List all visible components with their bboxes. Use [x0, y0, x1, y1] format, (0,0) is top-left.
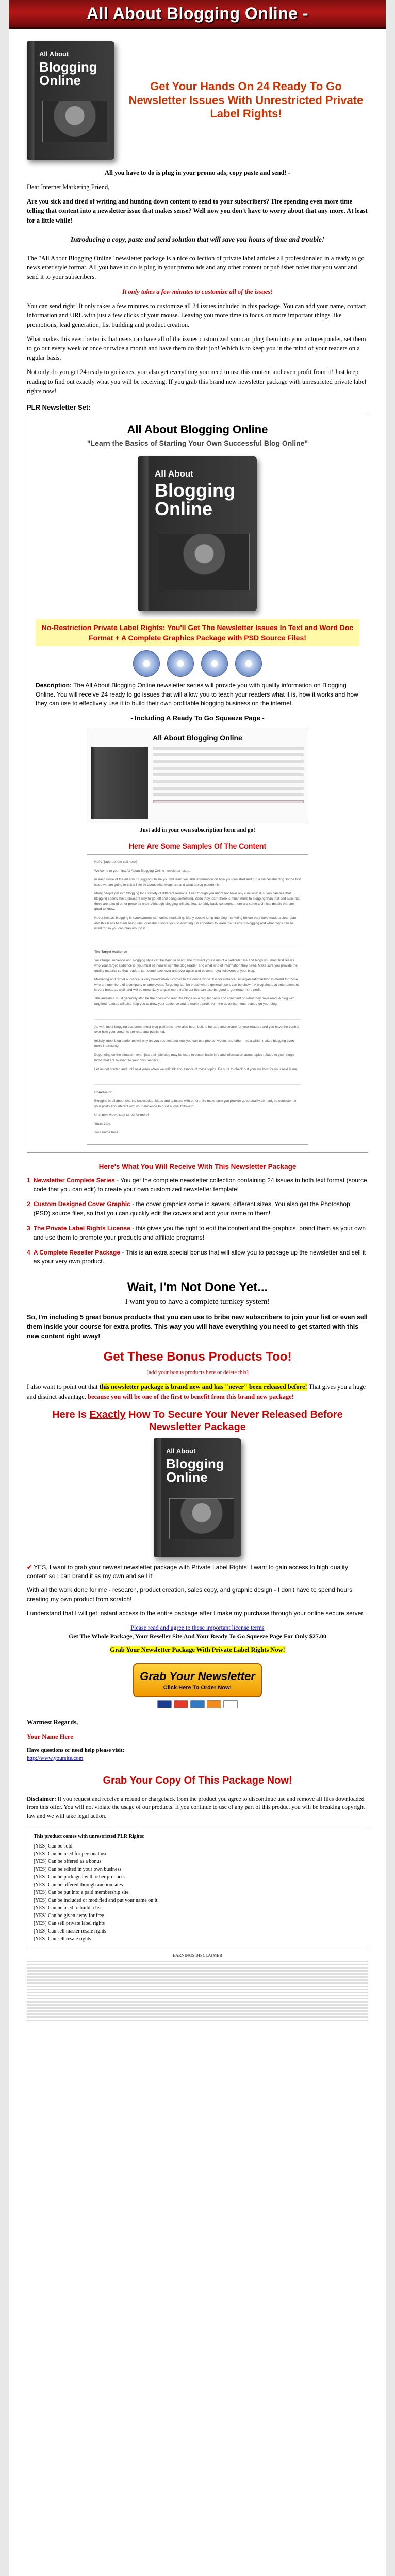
- help-label: Have questions or need help please visit:: [27, 1747, 125, 1753]
- description-text: The All About Blogging Online newsletter series will provide you with quality information on Blogging Online. You will receive 24 ready to go issues that will allow you to teach your readers what it is, how it works and how they can use to effectively use it to build their own profitable blogging business on the internet.: [36, 682, 358, 707]
- rights-item: [YES] Can sell master resale rights: [34, 1928, 106, 1934]
- cd-icon: [201, 650, 228, 677]
- wait-title: Wait, I'm Not Done Yet...: [127, 1280, 268, 1294]
- price-line: Get The Whole Package, Your Reseller Site And Your Ready To Go Squeeze Page For Only $27.00: [69, 1632, 326, 1640]
- sample-divider: [94, 935, 301, 944]
- sample-line: Your name here: [94, 1130, 119, 1134]
- feature-item: [27, 1248, 368, 1266]
- order-yes: [27, 1563, 368, 1581]
- feature-title: A Complete Reseller Package: [33, 1248, 120, 1256]
- final-head: Grab Your Copy Of This Package Now!: [103, 1774, 292, 1786]
- content: [9, 29, 386, 2033]
- panel-subtitle: "Learn the Basics of Starting Your Own Successful Blog Online": [87, 438, 308, 447]
- cd-icon: [167, 650, 194, 677]
- feature-num: 3: [27, 1225, 30, 1232]
- order-yes-text: YES, I want to grab your newest newsletter package with Private Label Rights! I want to gain access to high quality content so I can brand it as my own and sell it!: [27, 1563, 348, 1580]
- cover-large-title: Blogging Online: [155, 480, 235, 520]
- signoff: [27, 1718, 368, 1763]
- intro-p6: What makes this even better is that users can have all of the issues customized you can plug them into your autoresponder, set them to go out every week or once or twice a month and have them do their job! Which is to keep you in the mind of your readers on a regular basis.: [27, 335, 366, 362]
- order-button-sub: Click Here To Order Now!: [163, 1685, 232, 1691]
- sample-line: The audience must generally also be the ones who read the blogs on a regular basis and comment on what they have read. A blog with targeted readers will also help you to grow your audience and to make a profit from the advertisements placed on your blog.: [94, 997, 295, 1006]
- sample-line: Blogging is all about sharing knowledge, ideas and opinions with others. So make sure you provide good quality content, be consistent in your posts and interact with your audience to build a loyal following.: [94, 1099, 298, 1108]
- ebook-cover: [27, 41, 114, 160]
- paypal-icon: [223, 1700, 238, 1708]
- order-head: [27, 1409, 368, 1433]
- feature-text: - this gives you the right to edit the content and the graphics, brand them as your own and use them to promote your products and affiliate programs!: [33, 1225, 366, 1241]
- order-head-a: Here Is: [52, 1409, 90, 1420]
- feature-body: [34, 1176, 368, 1194]
- signer-name: Your Name Here: [27, 1733, 73, 1740]
- wait-p2: [27, 1382, 368, 1401]
- feature-body: [34, 1248, 368, 1266]
- cover-top-text: All About: [39, 50, 69, 58]
- rights-item: [YES] Can be offered through auction sites: [34, 1882, 123, 1888]
- squeeze-caption: Just add in your own subscription form and go!: [140, 826, 255, 833]
- description-label: Description:: [36, 682, 72, 689]
- rights-item: [YES] Can be offered as a bonus: [34, 1858, 102, 1865]
- squeeze-body: [91, 747, 304, 819]
- order-button-label: Grab Your Newsletter: [140, 1669, 255, 1683]
- wait-p2-b: That gives you a huge and distinct advantage,: [27, 1383, 366, 1400]
- legal-title: EARNINGS DISCLAIMER: [172, 1953, 223, 1958]
- page-title: All About Blogging Online -: [86, 4, 308, 23]
- feature-title: The Private Label Rights License: [33, 1225, 130, 1232]
- sample-document: [87, 854, 308, 1145]
- cover-order-title: Blogging Online: [166, 1456, 224, 1485]
- cover-large-top: All About: [155, 468, 193, 479]
- sample-line: In each issue of the All About Blogging Online you will learn valuable information on how you can start and run a successful blog. In the first issue we are going to talk a little bit about what blogs are and what a blog platform is.: [94, 878, 301, 887]
- hero-headline: Get Your Hands On 24 Ready To Go Newsletter Issues With Unrestricted Private Label Rights!: [128, 80, 364, 121]
- feature-num: 1: [27, 1176, 30, 1184]
- help-url[interactable]: http://www.yoursite.com: [27, 1755, 84, 1761]
- intro-p4: It only takes a few minutes to customize all of the issues!: [122, 287, 273, 295]
- grab-small: [27, 1645, 368, 1654]
- discover-icon: [207, 1700, 221, 1708]
- bonus-link[interactable]: [add your bonus products here or delete this]: [146, 1369, 249, 1376]
- bonus-head: Get These Bonus Products Too!: [103, 1349, 292, 1364]
- rights-item: [YES] Can be used to build a list: [34, 1905, 102, 1911]
- cd-row: [36, 650, 359, 677]
- wait-subtitle: I want you to have a complete turnkey system!: [125, 1297, 270, 1306]
- feature-text: - You get the complete newsletter collection containing 24 issues in both text format (source code that you can edit) to create your own customized newsletter template!: [33, 1176, 367, 1193]
- sample-line: Your target audience and blogging style can be hand in hand. The moment your aims of a particular are and blogs you must first realize who your target audience is, you must be honest with the blog reader, and what kind of information they need. Make sure you provide the quality material so that readers can come back over and over again and become loyal followers of your blog.: [94, 958, 298, 973]
- squeeze-cover: [91, 747, 148, 819]
- cover-order-top: All About: [166, 1447, 196, 1455]
- regards: Warmest Regards,: [27, 1718, 78, 1726]
- cd-icon: [133, 650, 160, 677]
- license-terms-link[interactable]: Please read and agree to these important license terms: [130, 1623, 265, 1631]
- disclaimer-label: Disclaimer:: [27, 1795, 56, 1802]
- order-head-u: Exactly: [89, 1409, 126, 1420]
- wait-p2-highlight: this newsletter package is brand new and has "never" been released before!: [99, 1383, 307, 1391]
- feature-title: Newsletter Complete Series: [33, 1176, 115, 1184]
- sample-divider: [94, 1010, 301, 1020]
- sample-line: Initially, most blog platforms will only let you post text but now you can use photos, videos and other media which makes blogging even more interesting.: [94, 1039, 294, 1048]
- rights-item: [YES] Can be included or modified and put your name on it: [34, 1897, 158, 1903]
- sample-line: Let us get started and until next week when we will talk about more of these topics. Be sure to check out your mailbox for your next issue.: [94, 1067, 298, 1071]
- squeeze-preview: [87, 728, 308, 823]
- salutation: Dear Internet Marketing Friend,: [27, 183, 110, 191]
- sample-line: Marketing and target audience is very broad when it comes to the online world. It is for instance, an organizational blog is meant for those who are members of a company or employees. Targeting can be broad where general users can be shown. A blog aimed at entertainment is very broad as well, and will be most likely to gain more traffic but this can also be good to generate more profit.: [94, 977, 299, 992]
- feature-item: [27, 1176, 368, 1194]
- rights-item: [YES] Can be given away for free: [34, 1912, 104, 1919]
- amex-icon: [190, 1700, 205, 1708]
- header-bar: [9, 0, 386, 29]
- description: [36, 681, 359, 708]
- rights-item: [YES] Can be edited in your own business: [34, 1866, 122, 1872]
- wait-p2-a: I also want to point out that: [27, 1383, 100, 1391]
- squeeze-label: - Including A Ready To Go Squeeze Page -: [130, 714, 265, 722]
- rights-item: [YES] Can sell resale rights: [34, 1936, 91, 1942]
- squeeze-lines: [153, 747, 304, 819]
- sample-line: Conclusion: [94, 1090, 113, 1094]
- feature-item: [27, 1200, 368, 1218]
- feature-body: [34, 1224, 368, 1242]
- rights-item: [YES] Can be sold: [34, 1843, 73, 1849]
- feature-text: - the cover graphics come in several different sizes. You also get the Photoshop (PSD) source files, so that you can quickly edit the covers and add your name to them!: [33, 1200, 350, 1217]
- plr-label: PLR Newsletter Set:: [27, 403, 91, 411]
- sample-line: Yours truly,: [94, 1122, 111, 1126]
- rights-box: [27, 1828, 368, 1947]
- rights-item: [YES] Can be packaged with other products: [34, 1874, 125, 1880]
- intro-p3: The "All About Blogging Online" newsletter package is a nice collection of private label articles all professionaled in a ready to go newsletter style format. All you have to do is plug in your promo ads and any other content or publisher notes that you want and send it to your subscribers.: [27, 255, 365, 281]
- disclaimer: [27, 1795, 368, 1821]
- feature-text: - This is an extra special bonus that will allow you to package up the newsletter and sell it as your very own product.: [33, 1248, 366, 1265]
- mastercard-icon: [174, 1700, 188, 1708]
- order-p2: I understand that I will get instant access to the entire package after I make my purchase through your online secure server.: [27, 1609, 365, 1617]
- sample-line: As with most blogging platforms, most blog platforms have also been built to be safe and secure for your readers and you have the control over how your contents are read and published.: [94, 1025, 299, 1035]
- sample-line: Until next week, stay tuned for more!: [94, 1113, 149, 1117]
- feature-title: Custom Designed Cover Graphic: [33, 1200, 130, 1208]
- sample-line: Welcome to your first All About Blogging Online newsletter issue.: [94, 869, 190, 873]
- squeeze-form: [153, 800, 304, 803]
- order-head-b: How To Secure Your Never Released Before Newsletter Package: [125, 1409, 343, 1433]
- sample-line: Hello "[appropriate call here]": [94, 860, 138, 864]
- sample-divider: [94, 1076, 301, 1085]
- samples-head: Here Are Some Samples Of The Content: [128, 841, 267, 850]
- intro-p5: You can send right! It only takes a few minutes to customize all 24 issues included in this package. You can add your name, contact information and URL with just a few clicks of your mouse. Leaving you more time to focus on more important things like promotions, lead generation, list building and product creation.: [27, 302, 366, 328]
- squeeze-title: All About Blogging Online: [153, 734, 242, 742]
- grab-small-text: Grab Your Newsletter Package With Private Label Rights Now!: [110, 1646, 285, 1654]
- disclaimer-text: If you request and receive a refund or chargeback from the product you agree to discontinue use and remove all files downloaded from this offer. You will not violate the usage of our products. If you continue to use of any part of this product you will be breaking copyright law and we will take legal action.: [27, 1795, 365, 1819]
- legal-text: [27, 1961, 368, 2021]
- rights-item: [YES] Can be used for personal use: [34, 1851, 108, 1857]
- hero: [27, 41, 368, 160]
- feature-num: 4: [27, 1248, 30, 1256]
- intro-p1: Are you sick and tired of writing and hunting down content to send to your subscribers? Tire spending even more time telling that content into a newsletter issue that makes sense? Well now you don't have to worry about that any more. At least for a little while!: [27, 198, 368, 224]
- intro-p7: Not only do you get 24 ready to go issues, you also get everything you need to use this content and even profit from it! Just keep reading to find out exactly what you will be receiving. If you grab this brand new newsletter package with unrestricted private label rights now!: [27, 368, 367, 395]
- cover-photo: [42, 101, 107, 142]
- wait-p1-text: So, I'm including 5 great bonus products that you can use to bribe new subscribers to join your list or even sell them inside your course for extra profits. This way you will have everything you need to get started with this new content right away!: [27, 1314, 368, 1340]
- cover-large-photo: [159, 534, 250, 590]
- payment-cards: [27, 1700, 368, 1708]
- sample-line: The Target Audience: [94, 950, 127, 954]
- cover-title: Blogging Online: [39, 59, 97, 88]
- legal-block: [27, 1953, 368, 2021]
- panel-title: All About Blogging Online: [127, 422, 268, 436]
- rights-item: [YES] Can sell private label rights: [34, 1920, 105, 1926]
- sample-line: Nevertheless, blogging is synonymous with online marketing. Many people jump into blog marketing before they have made a clear plan and this leads to them being unsuccessful. Before you do anything it is important to learn the basics of blogging and what blogs can be used for so you can plan around it.: [94, 916, 296, 930]
- sample-line: Depending on the situation, even just a simple blog may be used to obtain basic info and information about topics related to your blog's niche that are relevant to your own readers.: [94, 1053, 294, 1062]
- page: [9, 0, 386, 2576]
- intro-callout: Introducing a copy, paste and send solution that will save you hours of time and trouble!: [70, 235, 325, 243]
- order-p1: With all the work done for me - research, product creation, sales copy, and graphic design - I don't have to spend hours creating my own product from scratch!: [27, 1586, 353, 1603]
- order-links: [27, 1623, 368, 1641]
- checkmark-icon: ✔: [27, 1563, 32, 1571]
- wait-p2-c: because you will be one of the first to benefit from this brand new package!: [88, 1393, 294, 1400]
- feature-body: [34, 1200, 368, 1218]
- feature-item: [27, 1224, 368, 1242]
- order-button[interactable]: [133, 1663, 262, 1697]
- sample-line: Many people get into blogging for a variety of different reasons. Even though you might not have any clue what it is, you can see that blogging seems like a pleasant way to get off and doing something. Soon they learn there is much more to blogging than that and also that there are a lot of other personal ones. Although blogging will also lead to fairly basic concepts, there are some technical details that are good to know.: [94, 892, 300, 911]
- feature-num: 2: [27, 1200, 30, 1208]
- rights-banner: No-Restriction Private Label Rights: You'll Get The Newsletter Issues In Text and Word Doc Format + A Complete Graphics Package with PSD Source Files!: [36, 619, 359, 647]
- feature-list: [27, 1176, 368, 1266]
- rights-item: [YES] Can be put into a paid membership site: [34, 1889, 129, 1895]
- intro-lead: All you have to do is plug in your promo ads, copy paste and send! -: [104, 169, 291, 176]
- visa-icon: [157, 1700, 172, 1708]
- wait-p1: [27, 1313, 368, 1341]
- rights-title: This product comes with unrestricted PLR Rights:: [34, 1833, 145, 1839]
- ebook-cover-order: [154, 1438, 241, 1557]
- panel-head: [36, 421, 359, 448]
- plr-panel: [27, 416, 368, 1153]
- features-head: Here's What You Will Receive With This Newsletter Package: [98, 1163, 297, 1171]
- cd-icon: [235, 650, 262, 677]
- cover-order-photo: [169, 1498, 234, 1539]
- ebook-cover-large: [138, 456, 257, 611]
